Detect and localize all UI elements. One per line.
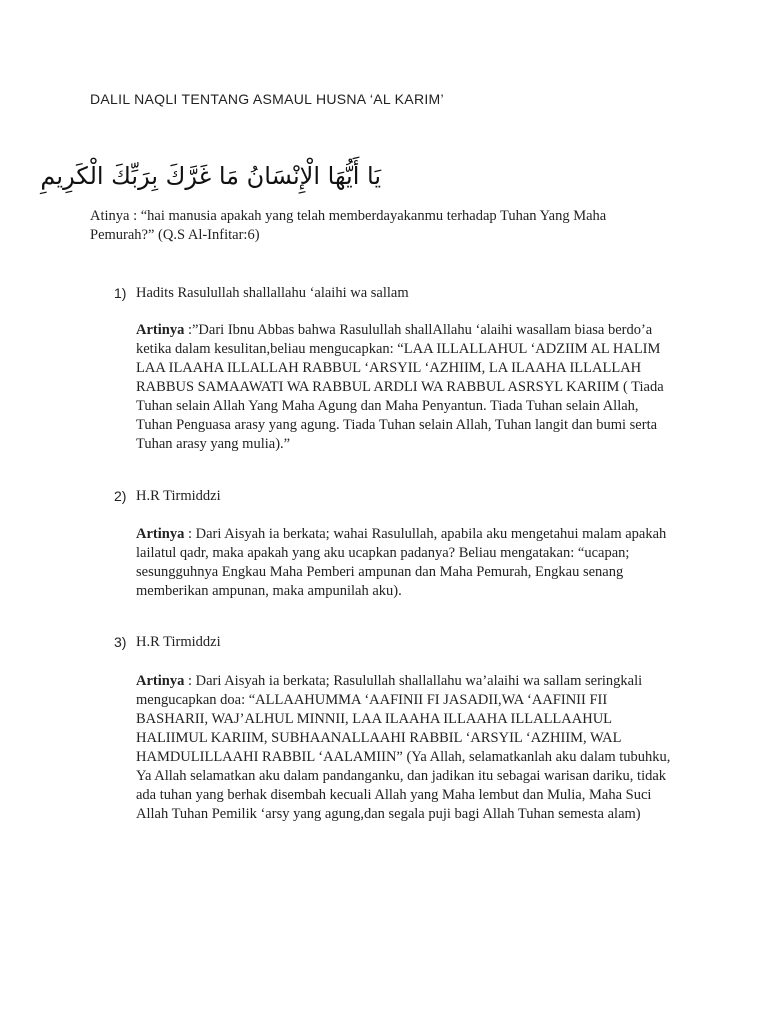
artinya-text: : Dari Aisyah ia berkata; wahai Rasulullah, apabila aku mengetahui malam apakah lailatul qadr, maka apakah yang aku ucapkan padanya? Beliau mengatakan: “ucapan; sesungguhnya Engkau Maha Pemberi ampunan dan Maha Pemurah, Engkau senang memberikan ampunan, maka ampunilah aku).: [136, 526, 667, 599]
artinya-label: Artinya: [136, 673, 185, 689]
document-title: DALIL NAQLI TENTANG ASMAUL HUSNA ‘AL KARIM’: [90, 91, 444, 107]
artinya-text: : Dari Aisyah ia berkata; Rasulullah shallallahu wa’alaihi wa sallam seringkali mengucapkan doa: “ALLAAHUMMA ‘AAFINII FI JASADII,WA ‘AAFINII FII BASHARII, WAJ’ALHUL MINNII, LAA ILAAHA ILLAAHA ILLALLAAHUL HALIIMUL KARIIM, SUBHAANALLAAHI RABBIL ‘ARSYIL ‘AZHIIM, WAL HAMDULILLAAHI RABBIL ‘AALAMIIN” (Ya Allah, selamatkanlah aku dalam tubuhku, Ya Allah selamatkan aku dalam pandanganku, dan jadikan itu sebagai warisan dariku, tidak ada tuhan yang berhak disembah kecuali Allah yang Maha lembut dan Mulia, Maha Suci Allah Tuhan Pemilik ‘arsy yang agung,dan segala puji bagi Allah Tuhan semesta alam): [136, 673, 671, 822]
list-item-title: Hadits Rasulullah shallallahu ‘alaihi wa sallam: [136, 285, 409, 301]
arabic-verse: يَا أَيُّهَا الْإِنْسَانُ مَا غَرَّكَ بِرَبِّكَ الْكَرِيمِ: [40, 162, 381, 190]
list-item-body: [136, 525, 676, 601]
list-number: 1): [114, 285, 127, 301]
artinya-text: :”Dari Ibnu Abbas bahwa Rasulullah shallAllahu ‘alaihi wasallam biasa berdo’a ketika dalam kesulitan,beliau mengucapkan: “LAA ILLALLAHUL ‘ADZIIM AL HALIM LAA ILAAHA ILLALLAH RABBUL ‘ARSYIL ‘AZHIIM, LA ILAAHA ILLALLAH RABBUS SAMAAWATI WA RABBUL ARDLI WA RABBUL ASRSYL KARIIM ( Tiada Tuhan selain Allah Yang Maha Agung dan Maha Penyantun. Tiada Tuhan selain Allah, Tuhan Penguasa arasy yang agung. Tiada Tuhan selain Allah, Tuhan langit dan bumi serta Tuhan arasy yang mulia).”: [136, 322, 664, 452]
artinya-label: Artinya: [136, 526, 185, 542]
list-item-title: H.R Tirmiddzi: [136, 634, 221, 650]
list-item-body: [136, 321, 676, 454]
list-item-body: [136, 672, 676, 824]
list-number: 2): [114, 488, 127, 504]
list-item-title: H.R Tirmiddzi: [136, 488, 221, 504]
list-number: 3): [114, 634, 127, 650]
verse-translation: Atinya : “hai manusia apakah yang telah memberdayakanmu terhadap Tuhan Yang Maha Pemurah?” (Q.S Al-Infitar:6): [90, 208, 607, 243]
artinya-label: Artinya: [136, 322, 185, 338]
